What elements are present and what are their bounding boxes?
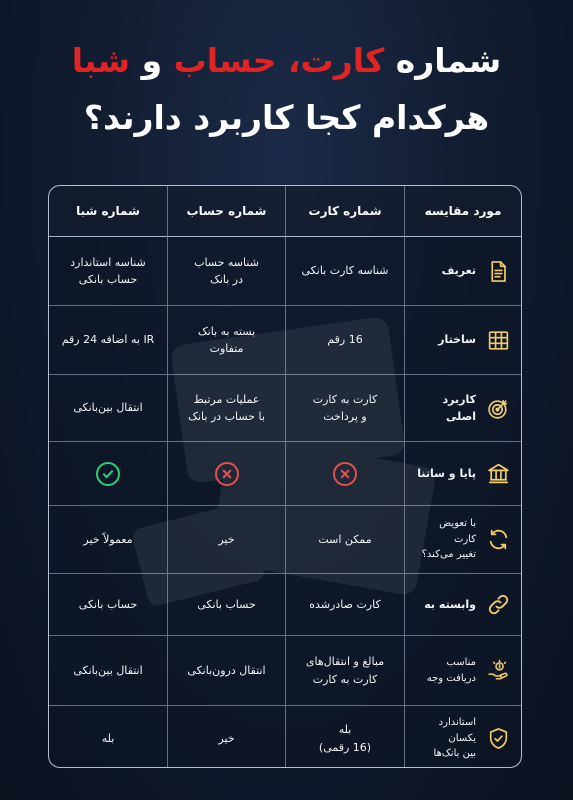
comparison-table [48,185,522,768]
cell-card-change-sheba [49,506,167,574]
cell-main-use-account [167,375,285,442]
cell-standard-account [167,706,285,768]
row-label-text: با تعویض کارت تغییر می‌کند؟ [421,518,476,561]
page-title [0,41,573,137]
row-label-text: مناسب دریافت وجه [426,657,476,684]
cell-structure-account [167,306,285,375]
cell-text: شناسه کارت بانکی [301,264,389,278]
title-line-1 [0,41,573,80]
row-label-main-use [404,375,521,442]
cell-text: انتقال بین‌بانکی [73,663,143,677]
cell-text: کارت به کارت و پرداخت [312,392,378,423]
cell-card-change-account [167,506,285,574]
bank-icon [486,461,511,486]
refresh-icon [486,527,511,552]
cell-text: شناسه حساب در بانک [194,255,259,286]
cell-structure-sheba [49,306,167,375]
title-word-and: و [141,41,163,80]
row-label-receive-funds [404,636,521,706]
cell-depends-on-account [167,574,285,636]
row-label-paya-satna [404,442,521,506]
cell-text: بله [101,731,115,745]
cell-text: معمولاً خیر [83,532,133,546]
title-line-2: هرکدام کجا کاربرد دارند؟ [83,98,490,137]
header-card-number: شماره کارت [285,186,404,237]
document-icon [486,259,511,284]
cell-definition-card [285,237,404,306]
title-word-card: کارت، [288,41,385,80]
header-account-number: شماره حساب [167,186,285,237]
title-word-account: حساب [173,41,277,80]
cell-text: انتقال بین‌بانکی [73,401,143,415]
row-label-standard [404,706,521,768]
title-word-card-number: شماره [395,41,502,80]
row-label-structure [404,306,521,375]
cell-text: 16 رقم [327,333,363,347]
comparison-grid [49,186,521,767]
cell-definition-account [167,237,285,306]
cell-text: شناسه استاندارد حساب بانکی [70,255,146,286]
cell-paya-satna-sheba [49,442,167,506]
cell-receive-funds-sheba [49,636,167,706]
cell-definition-sheba [49,237,167,306]
cell-text: ممکن است [318,532,372,546]
cell-standard-sheba [49,706,167,768]
cell-card-change-card [285,506,404,574]
row-label-text: کاربرد اصلی [442,392,476,423]
shield-check-icon [486,726,511,751]
link-icon [486,592,511,617]
cell-paya-satna-account [167,442,285,506]
row-label-card-change [404,506,521,574]
row-label-text: تعریف [441,264,476,278]
cell-receive-funds-account [167,636,285,706]
row-label-depends-on [404,574,521,636]
title-word-sheba: شبا [71,41,131,80]
header-compare: مورد مقایسه [404,186,521,237]
row-label-text: استاندارد یکسان بین بانک‌ها [433,717,476,760]
cell-text: انتقال درون‌بانکی [187,663,266,677]
cell-structure-card [285,306,404,375]
row-label-text: پایا و ساتنا [417,466,476,480]
cell-text: کارت صادرشده [309,597,381,611]
cell-main-use-card [285,375,404,442]
cell-depends-on-sheba [49,574,167,636]
cell-paya-satna-card [285,442,404,506]
cell-main-use-sheba [49,375,167,442]
cell-text: خیر [218,731,235,745]
cell-receive-funds-card [285,636,404,706]
grid-icon [486,328,511,353]
row-label-definition [404,237,521,306]
cell-text: حساب بانکی [197,597,256,611]
cell-text: خیر [218,532,235,546]
cell-standard-card [285,706,404,768]
cell-text: عملیات مرتبط با حساب در بانک [188,392,265,423]
row-label-text: وابسته به [424,597,476,611]
cross-circle-icon [215,462,239,486]
cell-text: بله (16 رقمی) [318,723,372,754]
target-icon [486,396,511,421]
header-sheba-number: شماره شبا [49,186,167,237]
cross-circle-icon [333,462,357,486]
cell-depends-on-card [285,574,404,636]
row-label-text: ساختار [438,333,476,347]
cell-text: بسته به بانک متفاوت [197,324,256,355]
money-hand-icon [486,658,511,683]
cell-text: مبالغ و انتقال‌های کارت به کارت [305,655,385,686]
cell-text: IR به اضافه 24 رقم [61,333,155,347]
cell-text: حساب بانکی [78,597,138,611]
check-circle-icon [96,462,120,486]
